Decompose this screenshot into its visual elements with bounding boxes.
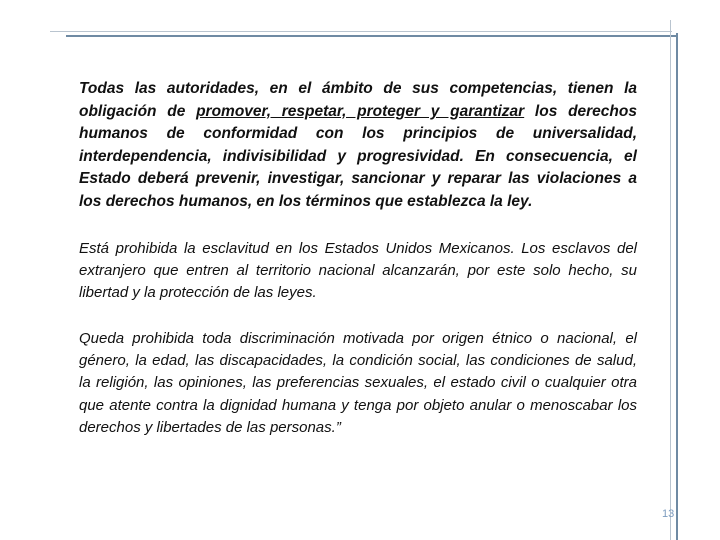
paragraph-slavery: Está prohibida la esclavitud en los Estados Unidos Mexicanos. Los esclavos del extranjero que entren al territorio nacional alcanzarán, por este solo hecho, su libertad y la protección de las leyes. — [79, 239, 637, 301]
page-number: 13 — [662, 508, 675, 520]
top-rule-light — [50, 31, 672, 32]
side-rule-accent — [676, 33, 678, 540]
top-rule-accent — [66, 35, 678, 37]
paragraph-discrimination: Queda prohibida toda discriminación motivada por origen étnico o nacional, el género, la edad, las discapacidades, la condición social, las condiciones de salud, la religión, las opiniones, las preferencias sexuales, el estado civil o cualquier otra que atente contra la dignidad humana y tenga por objeto anular o menoscabar los derechos y libertades de las personas.” — [79, 329, 637, 437]
paragraph-obligations — [79, 78, 637, 214]
side-rule-light — [670, 20, 671, 540]
paragraph-obligations-end: los derechos humanos de conformidad con los principios de universalidad, interdependencia, indivisibilidad y progresividad. En consecuencia, el Estado deberá prevenir, investigar, sancionar y reparar las violaciones a los derechos humanos, en los términos que establezca la ley. — [79, 102, 637, 210]
slide-body — [79, 78, 637, 440]
underlined-duties: promover, respetar, proteger y garantizar — [196, 102, 525, 120]
paragraph-obligations-start: Todas las autoridades, en el ámbito de sus competencias, tienen la obligación de — [79, 80, 637, 120]
